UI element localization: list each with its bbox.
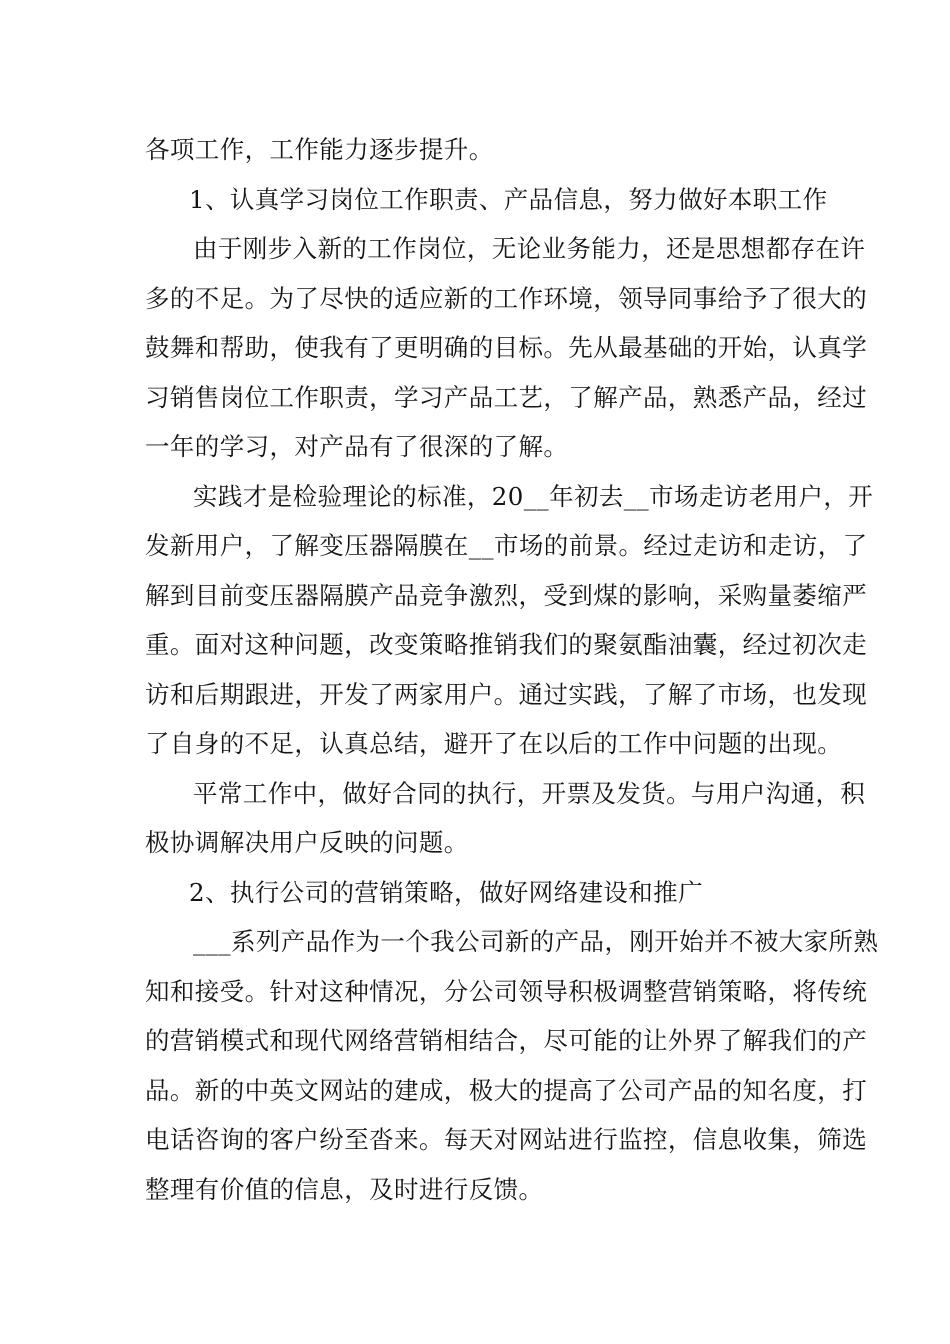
paragraph-line: 了自身的不足，认真总结，避开了在以后的工作中问题的出现。: [145, 729, 843, 758]
paragraph-line: 访和后期跟进，开发了两家用户。通过实践，了解了市场，也发现: [145, 679, 868, 709]
paragraph-line: 平常工作中，做好合同的执行，开票及发货。与用户沟通，积: [193, 778, 866, 808]
paragraph-line: 整理有价值的信息，及时进行反馈。: [145, 1174, 544, 1204]
paragraph-line: 重。面对这种问题，改变策略推销我们的聚氨酯油囊，经过初次走: [145, 630, 868, 659]
paragraph-line: 鼓舞和帮助，使我有了更明确的目标。先从最基础的开始，认真学: [145, 333, 868, 362]
document-body: [145, 125, 879, 1214]
paragraph-line: 的营销模式和现代网络营销相结合，尽可能的让外界了解我们的产: [145, 1026, 868, 1055]
paragraph-line: 实践才是检验理论的标准，20__年初去__市场走访老用户，开: [193, 481, 874, 511]
paragraph-line: 各项工作，工作能力逐步提升。: [145, 135, 494, 164]
section-heading: 2、执行公司的营销策略，做好网络建设和推广: [189, 877, 703, 907]
section-heading: 1、认真学习岗位工作职责、产品信息，努力做好本职工作: [189, 184, 828, 214]
paragraph-line: 极协调解决用户反映的问题。: [145, 828, 469, 857]
paragraph-line: 由于刚步入新的工作岗位，无论业务能力，还是思想都存在许: [193, 234, 866, 263]
paragraph-line: 多的不足。为了尽快的适应新的工作环境，领导同事给予了很大的: [145, 283, 868, 313]
paragraph-line: 发新用户，了解变压器隔膜在__市场的前景。经过走访和走访，了: [145, 531, 868, 560]
paragraph-line: 品。新的中英文网站的建成，极大的提高了公司产品的知名度，打: [145, 1075, 868, 1105]
paragraph-line: 一年的学习，对产品有了很深的了解。: [145, 432, 569, 461]
paragraph-line: 知和接受。针对这种情况，分公司领导积极调整营销策略，将传统: [145, 976, 868, 1006]
paragraph-line: 习销售岗位工作职责，学习产品工艺，了解产品，熟悉产品，经过: [145, 382, 868, 412]
paragraph-line: ___系列产品作为一个我公司新的产品，刚开始并不被大家所熟: [193, 927, 879, 956]
paragraph-line: 电话咨询的客户纷至沓来。每天对网站进行监控，信息收集，筛选: [145, 1125, 868, 1154]
paragraph-line: 解到目前变压器隔膜产品竞争激烈，受到煤的影响，采购量萎缩严: [145, 580, 868, 610]
